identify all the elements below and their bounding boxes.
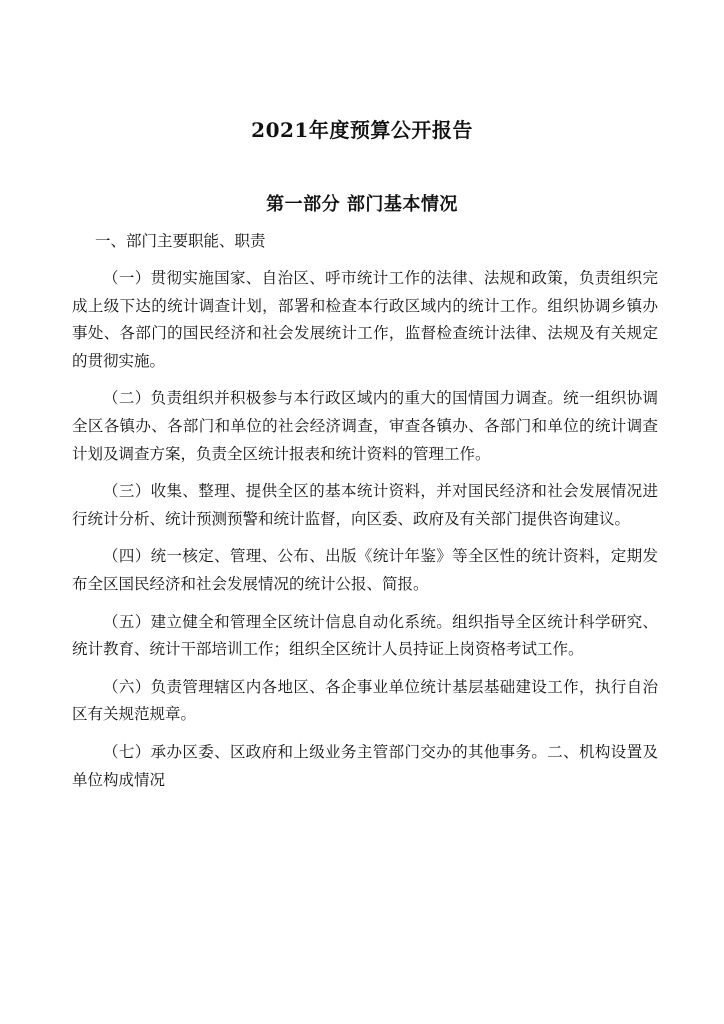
document-body <box>72 228 658 804</box>
section-heading: 一、部门主要职能、职责 <box>95 232 266 250</box>
paragraph-1: （一）贯彻实施国家、自治区、呼市统计工作的法律、法规和政策，负责组织完成上级下达的统计调查计划，部署和检查本行政区域内的统计工作。组织协调乡镇办事处、各部门的国民经济和社会发展统计工作，监督检查统计法律、法规及有关规定的贯彻实施。 <box>72 269 658 370</box>
paragraph-2: （二）负责组织并积极参与本行政区域内的重大的国情国力调查。统一组织协调全区各镇办、各部门和单位的社会经济调查，审查各镇办、各部门和单位的统计调查计划及调查方案，负责全区统计报表和统计资料的管理工作。 <box>72 389 658 463</box>
report-title: 2021年度预算公开报告 <box>251 118 473 142</box>
part-title: 第一部分 部门基本情况 <box>266 194 458 215</box>
paragraph-5: （五）建立健全和管理全区统计信息自动化系统。组织指导全区统计科学研究、统计教育、统计干部培训工作；组织全区统计人员持证上岗资格考试工作。 <box>72 612 658 659</box>
paragraph-7: （七）承办区委、区政府和上级业务主管部门交办的其他事务。二、机构设置及单位构成情况 <box>72 742 658 789</box>
paragraph-3: （三）收集、整理、提供全区的基本统计资料，并对国民经济和社会发展情况进行统计分析、统计预测预警和统计监督，向区委、政府及有关部门提供咨询建议。 <box>72 482 658 528</box>
paragraph-6: （六）负责管理辖区内各地区、各企事业单位统计基层基础建设工作，执行自治区有关规范规章。 <box>72 677 658 724</box>
paragraph-4: （四）统一核定、管理、公布、出版《统计年鉴》等全区性的统计资料，定期发布全区国民经济和社会发展情况的统计公报、简报。 <box>72 547 658 593</box>
